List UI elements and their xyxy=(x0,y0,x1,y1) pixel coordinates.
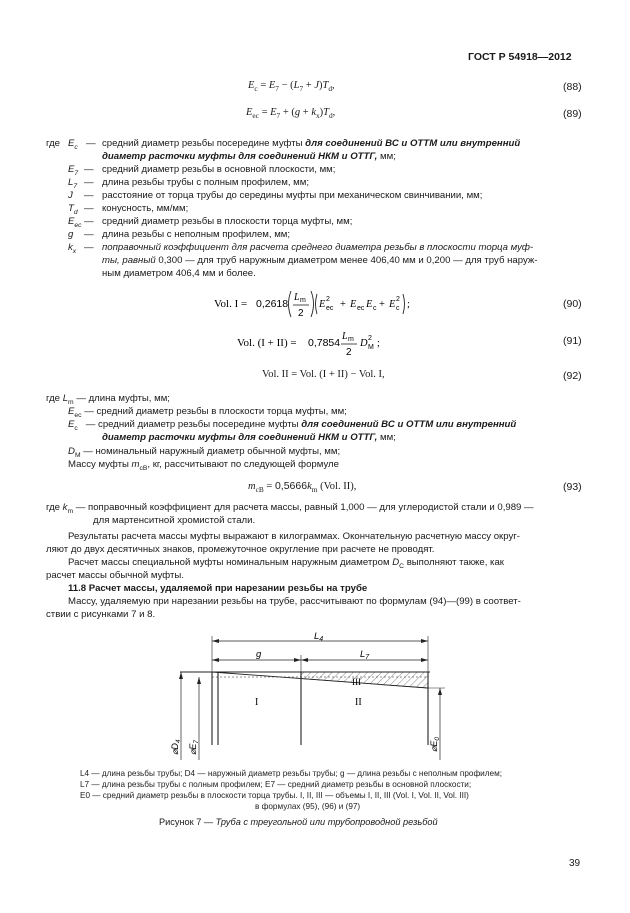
ec2-plain: — средний диаметр резьбы посередине муфты xyxy=(85,419,299,430)
dash: — xyxy=(84,229,94,240)
def2-ec-line2 xyxy=(102,432,396,443)
def-td xyxy=(0,203,630,216)
region-ii-label: II xyxy=(355,697,362,708)
svg-text:2: 2 xyxy=(396,296,400,303)
svg-text:+: + xyxy=(340,299,346,310)
dash: — xyxy=(86,138,96,149)
standard-header: ГОСТ Р 54918—2012 xyxy=(468,51,572,63)
svg-text:Vol. I =: Vol. I = xyxy=(214,298,248,310)
km-line1: — поправочный коэффициент для расчета массы, равный 1,000 — для углеродистой стали и 0,989 — xyxy=(75,502,534,513)
eq93-coef: 0,5666 xyxy=(274,480,308,492)
page-number: 39 xyxy=(569,858,581,869)
svg-text:2: 2 xyxy=(298,308,304,319)
svg-text:E: E xyxy=(319,299,326,310)
equation-90-number: (90) xyxy=(563,298,582,310)
section-heading: 11.8 Расчет массы, удаляемой при нарезании резьбы на трубе xyxy=(68,583,368,594)
svg-text:c: c xyxy=(373,305,377,312)
def2-lm: где $L_m$ — длина муфты, мм; xyxy=(46,393,170,406)
kx-line1: поправочный коэффициент для расчета среднего диаметра резьбы в плоскости торца муф- xyxy=(102,242,534,253)
td-description: конусность, мм/мм; xyxy=(102,203,189,214)
svg-text:2: 2 xyxy=(368,335,372,342)
ec-line2-plain: мм; xyxy=(380,151,396,162)
eq90-coef: 0,2618 xyxy=(256,298,289,310)
figure-caption-line3: E0 — средний диаметр резьбы в плоскости торца трубы. I, II, III — объемы I, II, III (Vol. I, Vol. II, Vol. III) xyxy=(80,791,469,800)
equation-90-svg xyxy=(214,286,424,322)
equation-92: Vol. II = Vol. (I + II) − Vol. I, xyxy=(262,369,385,380)
dash: — xyxy=(84,203,94,214)
e7-description: средний диаметр резьбы в основной плоскости, мм; xyxy=(102,164,336,175)
def-eec xyxy=(0,216,630,229)
mass-intro: Массу муфты $m_{cB}$, кг, рассчитывают по следующей формуле xyxy=(68,459,339,472)
svg-text:L: L xyxy=(342,331,348,342)
symbol-g: g xyxy=(68,229,74,240)
ec2-bold: для соединений ВС и ОТТМ или внутренний xyxy=(301,419,517,430)
svg-text:2: 2 xyxy=(326,296,330,303)
p1-line2: ляют до двух десятичных знаков, промежуточное округление при расчете не проводят. xyxy=(46,544,435,555)
equation-90 xyxy=(214,286,424,322)
e0-label: $⌀E_0$ xyxy=(429,736,441,752)
ec2-line2-bold: диаметр расточки муфты для соединений НКМ и ОТТГ, xyxy=(102,432,378,443)
def-kx xyxy=(0,242,630,255)
km-def-line1: где $k_m$ — поправочный коэффициент для расчета массы, равный 1,000 — для углеродистой стали и 0,989 — xyxy=(46,502,534,515)
def-l7 xyxy=(0,177,630,190)
dash: — xyxy=(84,177,94,188)
equation-89: $E_{ec} = E_7 + (g + k_x)T_d$, xyxy=(246,107,336,121)
where-label-2: где xyxy=(46,393,61,404)
svg-text:m: m xyxy=(348,336,354,343)
svg-text:M: M xyxy=(368,344,374,351)
kx-line2-plain: 0,300 — для труб наружным диаметром менее 406,40 мм и 0,200 — для труб наруж- xyxy=(158,255,538,266)
def-j xyxy=(0,190,630,203)
l4-label: $L_4$ xyxy=(314,631,324,643)
def2-dm: $D_M$ — номинальный наружный диаметр обычной муфты, мм; xyxy=(68,446,341,459)
g-description: длина резьбы с неполным профилем, мм; xyxy=(102,229,291,240)
symbol-td: $T_d$ xyxy=(68,203,78,216)
def2-eec: $E_{ec}$ — средний диаметр резьбы в плоскости торца муфты, мм; xyxy=(68,406,347,419)
figure-7-drawing xyxy=(0,620,630,765)
d4-label: $⌀D_4$ xyxy=(170,739,182,755)
p3-line2: ствии с рисунками 7 и 8. xyxy=(46,609,156,620)
eec2-description: — средний диаметр резьбы в плоскости торца муфты, мм; xyxy=(84,406,347,417)
svg-text:ec: ec xyxy=(357,305,365,312)
def-kx-line2 xyxy=(102,255,537,266)
svg-text:;: ; xyxy=(407,299,410,310)
def2-ec: $E_c$ — средний диаметр резьбы посередине муфты для соединений ВС и ОТТМ или внутренний xyxy=(68,419,517,432)
region-i-label: I xyxy=(255,697,259,708)
svg-text:ec: ec xyxy=(326,305,334,312)
svg-text:+: + xyxy=(379,299,385,310)
symbol-e7: $E_7$ xyxy=(68,164,79,177)
l7-description: длина резьбы трубы с полным профилем, мм; xyxy=(102,177,310,188)
ec-desc-plain: средний диаметр резьбы посередине муфты xyxy=(102,138,303,149)
p1-line1: Результаты расчета массы муфты выражают в килограммах. Окончательную расчетную массу округ- xyxy=(68,531,520,542)
equation-93-number: (93) xyxy=(563,481,582,493)
p2-line1-text: Расчет массы специальной муфты номинальным наружным диаметром xyxy=(68,557,390,568)
eq91-coef: 0,7854 xyxy=(308,337,341,349)
equation-89-number: (89) xyxy=(563,108,582,120)
equation-88-number: (88) xyxy=(563,81,582,93)
symbol-eec: $E_{ec}$ xyxy=(68,216,82,229)
p2-line2: расчет массы обычной муфты. xyxy=(46,570,184,581)
equation-92-number: (92) xyxy=(563,370,582,382)
equation-91-svg xyxy=(237,325,397,361)
mass-intro-text: Массу муфты xyxy=(68,459,129,470)
svg-text:E: E xyxy=(366,299,373,310)
where-label: где xyxy=(46,138,61,149)
equation-91 xyxy=(237,325,397,361)
figure-caption-line1: L4 — длина резьбы трубы; D4 — наружный диаметр резьбы трубы; g — длина резьбы с неполным профилем; xyxy=(80,769,502,778)
lm-description: — длина муфты, мм; xyxy=(76,393,170,404)
def-ec xyxy=(0,138,630,151)
svg-text:E: E xyxy=(350,299,357,310)
kx-line2-italic: ты, равный xyxy=(102,255,156,266)
svg-text:2: 2 xyxy=(346,347,352,358)
l7-label: $L_7$ xyxy=(360,649,370,661)
figure-title-plain: Рисунок 7 — xyxy=(159,817,214,827)
svg-text:c: c xyxy=(396,305,400,312)
region-iii-hatch xyxy=(301,672,428,688)
j-description: расстояние от торца трубы до середины муфты при механическом свинчивании, мм; xyxy=(102,190,483,201)
mass-intro-text2: , кг, рассчитывают по следующей формуле xyxy=(147,459,339,470)
def-g xyxy=(0,229,630,242)
equation-91-number: (91) xyxy=(563,335,582,347)
p3-line1: Массу, удаляемую при нарезании резьбы на трубе, рассчитывают по формулам (94)—(99) в соответ- xyxy=(68,596,521,607)
symbol-ec: $E_c$ xyxy=(68,138,78,151)
dash: — xyxy=(84,164,94,175)
ec-line2-bold: диаметр расточки муфты для соединений НКМ и ОТТГ, xyxy=(102,151,378,162)
svg-text:D: D xyxy=(360,338,368,349)
symbol-l7: $L_7$ xyxy=(68,177,78,190)
equation-88: $E_c = E_7 - (L_7 + J)T_d$, xyxy=(248,80,335,94)
symbol-j: J xyxy=(68,190,73,201)
ec2-line2-plain: мм; xyxy=(380,432,396,443)
svg-text:m: m xyxy=(300,297,306,304)
figure-caption-line4: в формулах (95), (96) и (97) xyxy=(255,802,361,811)
dash: — xyxy=(84,216,94,227)
figure-title xyxy=(159,817,438,827)
e7-label: $⌀E_7$ xyxy=(188,739,200,755)
dash: — xyxy=(84,242,94,253)
def-e7 xyxy=(0,164,630,177)
ec-desc-bold: для соединений ВС и ОТТМ или внутренний xyxy=(305,138,521,149)
dash: — xyxy=(84,190,94,201)
svg-text:L: L xyxy=(294,292,300,303)
svg-text:E: E xyxy=(389,299,396,310)
svg-text:;: ; xyxy=(377,338,380,349)
eec-description: средний диаметр резьбы в плоскости торца муфты, мм; xyxy=(102,216,353,227)
symbol-kx: $k_x$ xyxy=(68,242,77,255)
km-def-line2: для мартенситной хромистой стали. xyxy=(93,515,256,526)
figure-caption-line2: L7 — длина резьбы трубы с полным профилем; E7 — средний диаметр резьбы в основной плоскости; xyxy=(80,780,472,789)
svg-text:Vol. (I + II) =: Vol. (I + II) = xyxy=(237,337,297,349)
def-kx-line3: ным диаметром 406,4 мм и более. xyxy=(102,268,256,279)
dm-description: — номинальный наружный диаметр обычной муфты, мм; xyxy=(83,446,341,457)
g-label: g xyxy=(256,649,262,660)
region-iii-label: III xyxy=(352,677,361,687)
figure-title-italic: Труба с треугольной или трубопроводной резьбой xyxy=(215,817,438,827)
p2-line1: Расчет массы специальной муфты номинальным наружным диаметром $D_C$ выполняют также, как xyxy=(68,557,504,570)
def-ec-line2 xyxy=(102,151,396,162)
ec-description xyxy=(102,138,520,149)
equation-93: $m_{cB} = 0,5666k_m$ (Vol. II), xyxy=(248,480,357,495)
p2-line1b-text: выполняют также, как xyxy=(406,557,504,568)
